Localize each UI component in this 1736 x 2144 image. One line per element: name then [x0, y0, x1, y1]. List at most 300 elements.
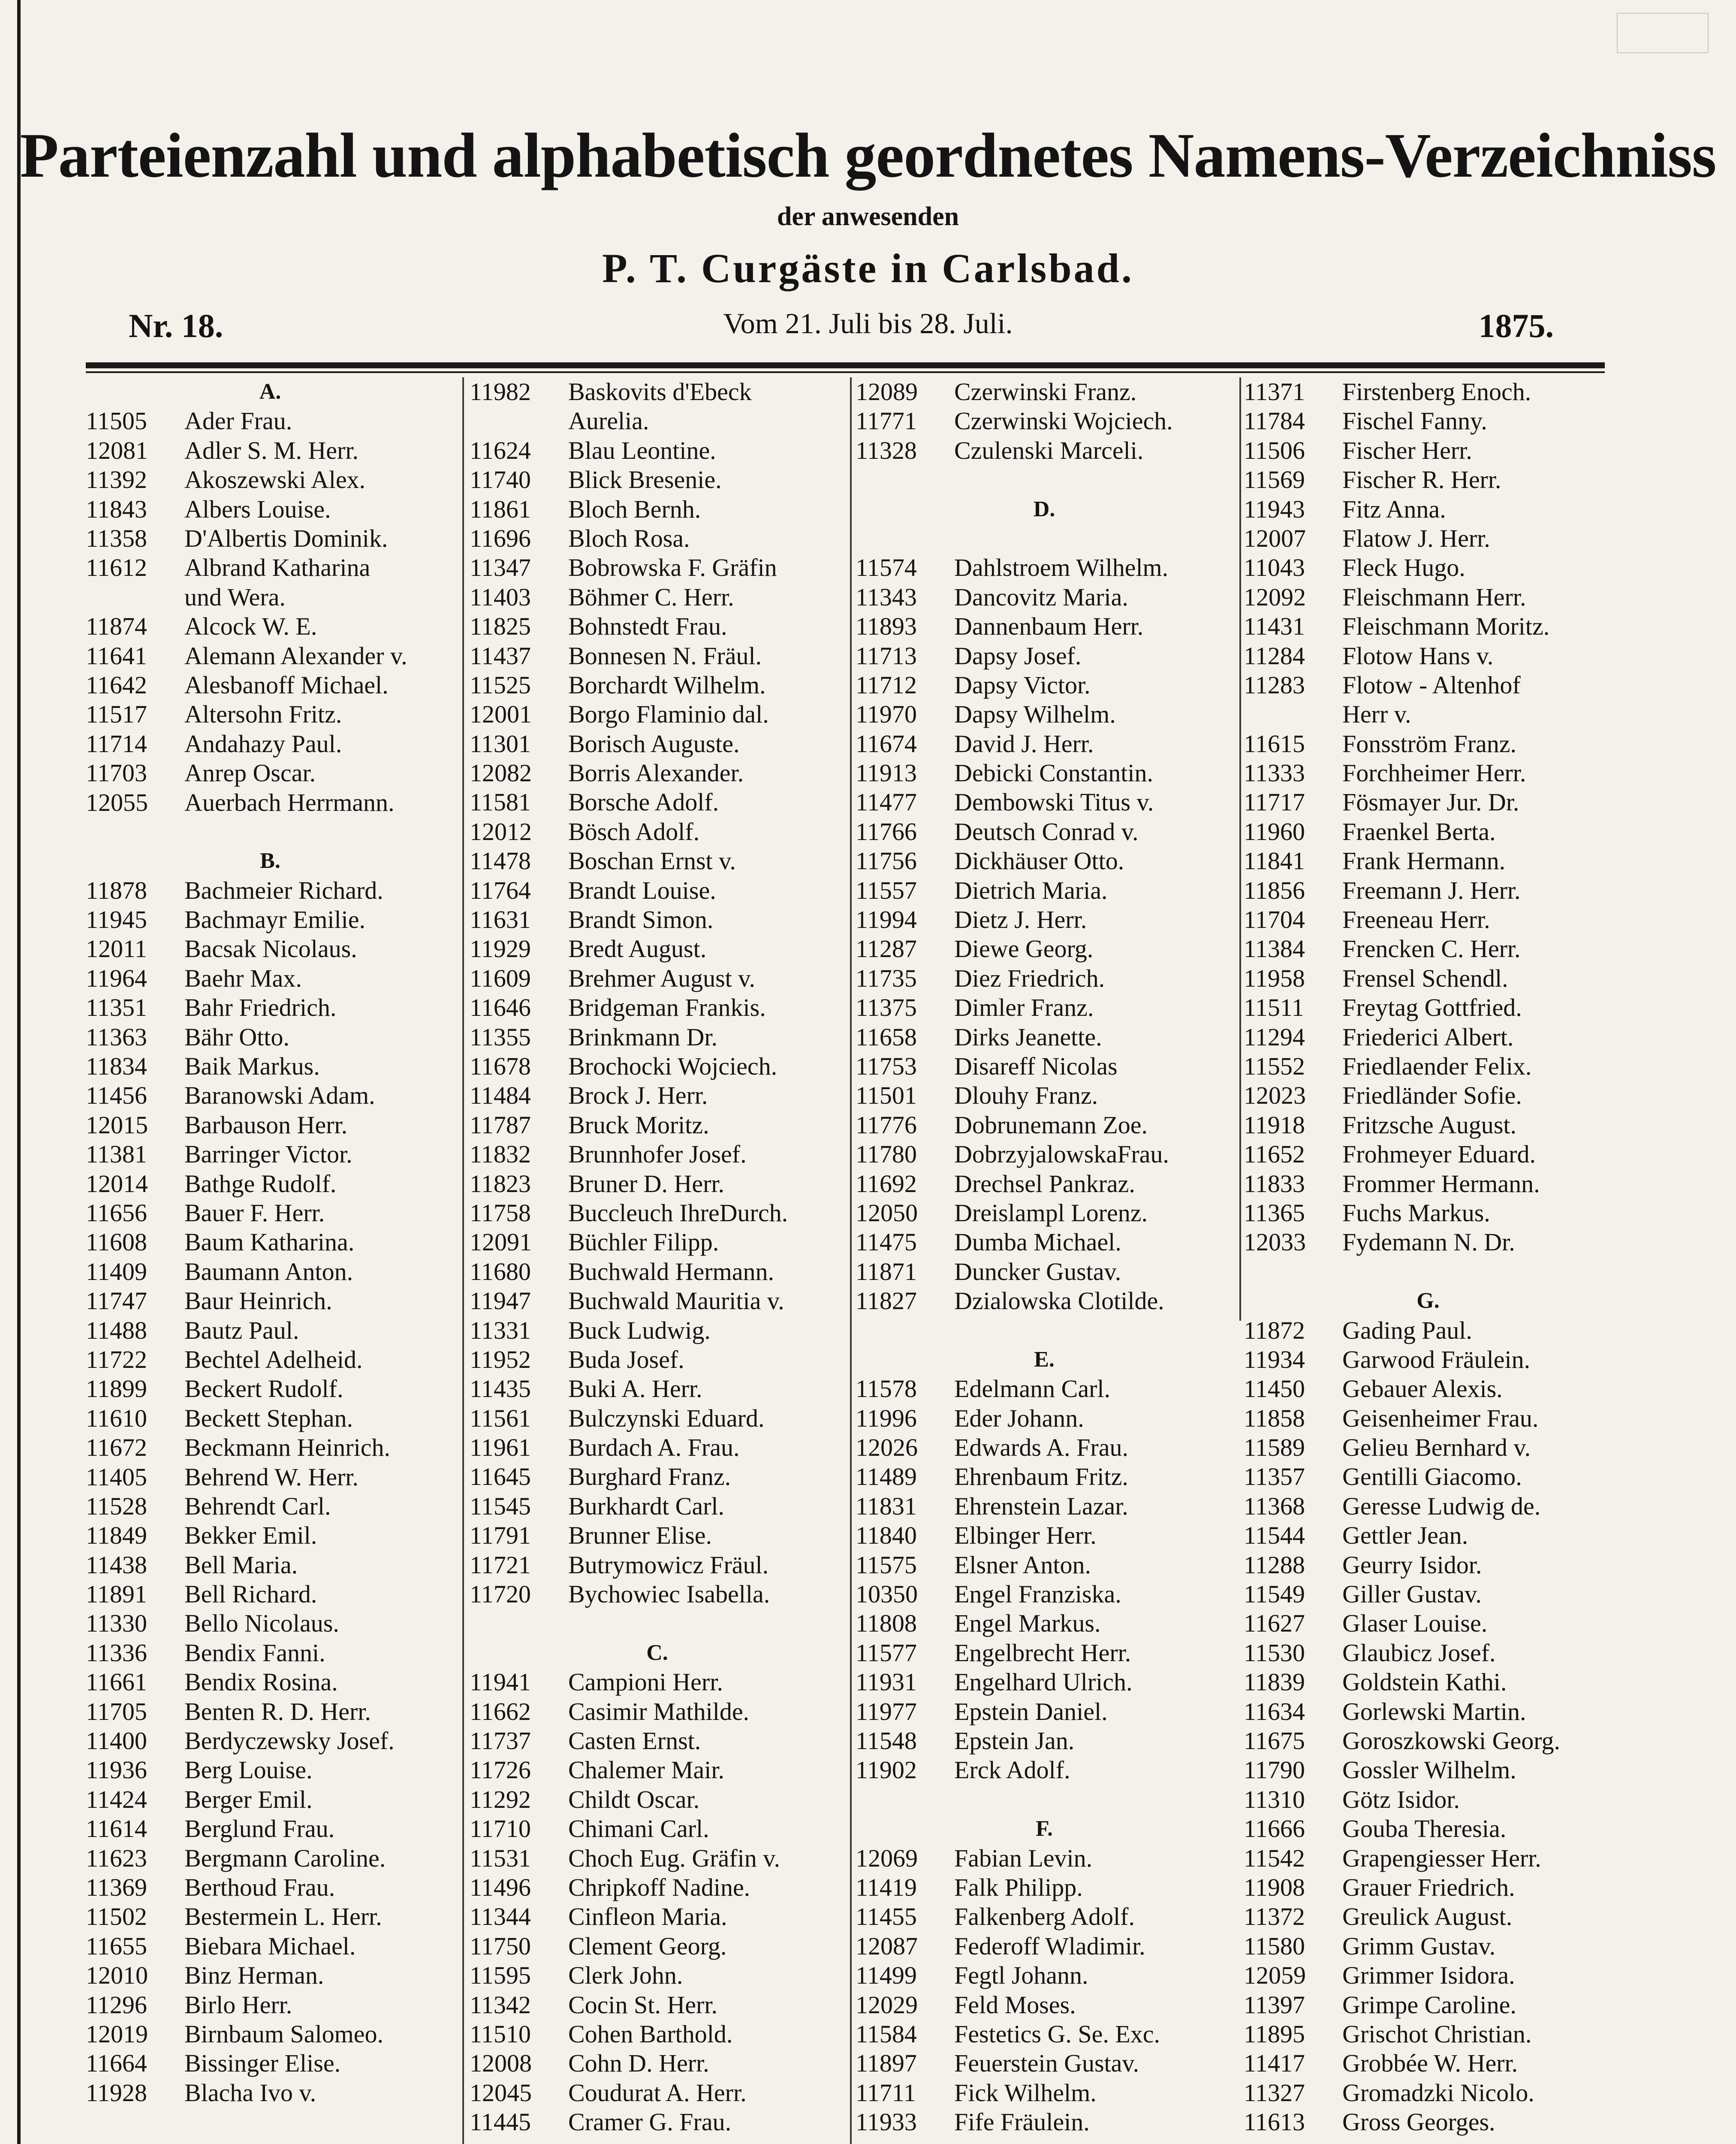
guest-name: Baur Heinrich. [184, 1287, 332, 1315]
guest-name: Ehrenstein Lazar. [954, 1492, 1128, 1520]
party-number: 11934 [1244, 1345, 1305, 1373]
guest-entry [1244, 641, 1612, 671]
guest-entry [856, 1228, 1233, 1257]
party-number: 11347 [470, 554, 531, 582]
party-number: 11791 [470, 1521, 531, 1550]
party-number: 11704 [1244, 906, 1305, 934]
guest-entry [470, 993, 845, 1022]
guest-entry [470, 1785, 845, 1814]
guest-name: Friedländer Sofie. [1342, 1081, 1522, 1110]
guest-name: Fegtl Johann. [954, 1961, 1088, 1990]
party-number: 11672 [86, 1433, 147, 1462]
party-number: 11371 [1244, 378, 1305, 406]
party-number: 12033 [1244, 1228, 1306, 1256]
guest-name: Albers Louise. [184, 495, 331, 523]
guest-entry [856, 671, 1233, 700]
guest-entry [856, 407, 1233, 436]
guest-name: Birlo Herr. [184, 1990, 292, 2019]
party-number: 11496 [470, 1873, 531, 1901]
guest-name: Buki A. Herr. [568, 1375, 702, 1403]
guest-name: Engelbrecht Herr. [954, 1638, 1131, 1667]
guest-entry [1244, 1169, 1612, 1198]
guest-name: Buchwald Mauritia v. [568, 1287, 784, 1315]
party-number: 11982 [470, 378, 531, 406]
guest-name: Glaubicz Josef. [1342, 1638, 1496, 1667]
guest-entry [856, 377, 1233, 407]
guest-entry [856, 788, 1233, 817]
guest-entry [470, 729, 845, 759]
guest-entry [86, 788, 455, 817]
guest-entry [1244, 876, 1612, 905]
guest-entry [86, 1873, 455, 1902]
party-number: 11445 [470, 2108, 531, 2136]
guest-entry [86, 1932, 455, 1961]
party-number: 11450 [1244, 1375, 1305, 1403]
section-spacer [856, 524, 1233, 553]
guest-entry [86, 1902, 455, 1931]
guest-entry [470, 1726, 845, 1756]
section-spacer [856, 1316, 1233, 1345]
guest-name: Dapsy Victor. [954, 671, 1091, 699]
party-number: 11431 [1244, 612, 1305, 641]
guest-entry [1244, 1228, 1612, 1257]
party-number: 11641 [86, 641, 147, 670]
party-number: 11283 [1244, 671, 1305, 699]
guest-name: Fife Fräulein. [954, 2108, 1090, 2136]
party-number: 11577 [856, 1638, 917, 1667]
guest-name: Bösch Adolf. [568, 817, 700, 846]
guest-entry [856, 1374, 1233, 1403]
guest-entry [86, 436, 455, 465]
guest-name: Flotow - Altenhof [1342, 671, 1521, 699]
guest-entry [470, 876, 845, 905]
guest-name: Bendix Rosina. [184, 1668, 338, 1696]
party-number: 11578 [856, 1375, 917, 1403]
guest-name: Chalemer Mair. [568, 1756, 725, 1784]
guest-entry [470, 524, 845, 553]
guest-entry [856, 1404, 1233, 1433]
guest-list-column-4 [1244, 377, 1612, 2137]
guest-name: Barringer Victor. [184, 1140, 353, 1168]
guest-name: Burkhardt Carl. [568, 1492, 725, 1520]
guest-entry [856, 1756, 1233, 1785]
guest-name: Grimmer Isidora. [1342, 1961, 1515, 1990]
guest-entry [856, 1551, 1233, 1580]
guest-name: Dickhäuser Otto. [954, 847, 1124, 875]
party-number: 12010 [86, 1961, 148, 1990]
column-divider-3 [1239, 377, 1241, 1321]
party-number: 11589 [1244, 1433, 1305, 1462]
guest-name: Dzialowska Clotilde. [954, 1287, 1164, 1315]
guest-entry [1244, 1638, 1612, 1668]
guest-name: Epstein Daniel. [954, 1697, 1108, 1725]
party-number: 11043 [1244, 554, 1305, 582]
guest-name: Gorlewski Martin. [1342, 1697, 1526, 1725]
guest-entry [1244, 964, 1612, 993]
guest-name: Bekker Emil. [184, 1521, 317, 1550]
party-number: 11776 [856, 1111, 917, 1139]
party-number: 11489 [856, 1463, 917, 1491]
guest-entry [470, 1697, 845, 1726]
guest-entry [856, 1521, 1233, 1550]
party-number: 11929 [470, 935, 531, 963]
party-number: 11908 [1244, 1873, 1305, 1901]
guest-name: Bruck Moritz. [568, 1111, 709, 1139]
guest-name: Epstein Jan. [954, 1727, 1075, 1755]
party-number: 11435 [470, 1375, 531, 1403]
guest-entry [1244, 1551, 1612, 1580]
guest-entry [1244, 2078, 1612, 2108]
guest-name: Frommer Hermann. [1342, 1169, 1540, 1198]
guest-name: David J. Herr. [954, 729, 1094, 758]
party-number: 11666 [1244, 1815, 1305, 1843]
guest-name: Brunner Elise. [568, 1521, 712, 1550]
guest-name: Glaser Louise. [1342, 1609, 1488, 1638]
party-number: 11612 [86, 554, 147, 582]
party-number: 11372 [1244, 1903, 1305, 1931]
guest-name: Bulczynski Eduard. [568, 1404, 765, 1432]
party-number: 11614 [86, 1815, 147, 1843]
guest-name: Dreislampl Lorenz. [954, 1198, 1148, 1227]
guest-name: Alemann Alexander v. [184, 641, 407, 670]
party-number: 11941 [470, 1668, 531, 1696]
party-number: 11392 [86, 466, 147, 494]
party-number: 12001 [470, 700, 532, 729]
guest-name: Childt Oscar. [568, 1785, 700, 1813]
guest-entry [470, 1668, 845, 1697]
party-number: 11897 [856, 2049, 917, 2078]
guest-entry [1244, 1023, 1612, 1052]
guest-name: Dahlstroem Wilhelm. [954, 554, 1169, 582]
party-number: 11721 [470, 1551, 531, 1579]
party-number: 11747 [86, 1287, 147, 1315]
guest-name: Choch Eug. Gräfin v. [568, 1844, 780, 1872]
guest-name: Bruner D. Herr. [568, 1169, 725, 1198]
guest-entry [856, 1697, 1233, 1726]
party-number: 11615 [1244, 729, 1305, 758]
party-number: 11893 [856, 612, 917, 641]
guest-name: Bobrowska F. Gräfin [568, 554, 777, 582]
guest-entry [470, 583, 845, 612]
page-subtitle: der anwesenden [777, 202, 959, 231]
party-number: 11608 [86, 1228, 147, 1256]
guest-entry [470, 964, 845, 993]
guest-name: Berthoud Frau. [184, 1873, 335, 1901]
guest-name: Casten Ernst. [568, 1727, 701, 1755]
guest-entry [856, 1902, 1233, 1931]
guest-entry [86, 876, 455, 905]
guest-name: Bahr Friedrich. [184, 994, 337, 1022]
guest-name: Fischer R. Herr. [1342, 466, 1501, 494]
guest-name: Edelmann Carl. [954, 1375, 1111, 1403]
guest-name: Dapsy Josef. [954, 641, 1082, 670]
guest-name: DobrzyjalowskaFrau. [954, 1140, 1169, 1168]
letter-heading: B. [260, 849, 280, 873]
party-number: 12012 [470, 817, 532, 846]
guest-entry [86, 1609, 455, 1638]
guest-name: Alcock W. E. [184, 612, 317, 641]
party-number: 11331 [470, 1316, 531, 1344]
guest-name: Cramer G. Frau. [568, 2108, 732, 2136]
guest-entry [86, 524, 455, 553]
guest-name: Giller Gustav. [1342, 1580, 1482, 1608]
party-number: 11675 [1244, 1727, 1305, 1755]
party-number: 11713 [856, 641, 917, 670]
guest-name: Fabian Levin. [954, 1844, 1093, 1872]
guest-entry [86, 700, 455, 729]
guest-name: Greulick August. [1342, 1903, 1513, 1931]
party-number: 11292 [470, 1785, 531, 1813]
guest-name: Borris Alexander. [568, 759, 744, 787]
guest-entry [1244, 1873, 1612, 1902]
guest-entry [1244, 1961, 1612, 1990]
party-number: 12082 [470, 759, 532, 787]
party-number: 11692 [856, 1169, 917, 1198]
guest-entry [86, 1228, 455, 1257]
guest-name: Albrand Katharina [184, 554, 371, 582]
guest-name: Brunnhofer Josef. [568, 1140, 747, 1168]
guest-entry [86, 729, 455, 759]
letter-heading: E. [1034, 1347, 1055, 1372]
guest-name: Frank Hermann. [1342, 847, 1506, 875]
party-number: 11834 [86, 1052, 147, 1081]
column-divider-1 [462, 377, 464, 2144]
party-number: 11933 [856, 2108, 917, 2136]
guest-name: Diez Friedrich. [954, 964, 1105, 992]
guest-entry [856, 1257, 1233, 1286]
party-number: 11705 [86, 1697, 147, 1725]
guest-entry [86, 1580, 455, 1609]
party-number: 12091 [470, 1228, 532, 1256]
guest-name: Grimpe Caroline. [1342, 1990, 1516, 2019]
guest-entry [470, 465, 845, 494]
guest-name: Fraenkel Berta. [1342, 817, 1496, 846]
guest-entry [470, 1404, 845, 1433]
guest-name: Dietz J. Herr. [954, 906, 1087, 934]
guest-name: Gossler Wilhelm. [1342, 1756, 1516, 1784]
guest-entry [1244, 2108, 1612, 2137]
party-number: 11945 [86, 906, 147, 934]
guest-name: Friederici Albert. [1342, 1023, 1514, 1051]
guest-name: Chripkoff Nadine. [568, 1873, 750, 1901]
party-number: 11296 [86, 1990, 147, 2019]
party-number: 11574 [856, 554, 917, 582]
party-number: 11970 [856, 700, 917, 729]
gothic-heading: P. T. Curgäste in Carlsbad. [602, 245, 1134, 291]
party-number: 11557 [856, 876, 917, 904]
guest-entry [86, 1785, 455, 1814]
party-number: 11542 [1244, 1844, 1305, 1872]
guest-entry [86, 671, 455, 700]
guest-entry [470, 436, 845, 465]
party-number: 12069 [856, 1844, 918, 1872]
party-number: 11294 [1244, 1023, 1305, 1051]
party-number: 11610 [86, 1404, 147, 1432]
guest-name: D'Albertis Dominik. [184, 524, 388, 552]
guest-name: Dlouhy Franz. [954, 1081, 1098, 1110]
party-number: 11646 [470, 994, 531, 1022]
guest-entry [1244, 934, 1612, 964]
guest-name: Geisenheimer Frau. [1342, 1404, 1539, 1432]
party-number: 11525 [470, 671, 531, 699]
party-number: 12045 [470, 2078, 532, 2107]
party-number: 11506 [1244, 436, 1305, 464]
guest-entry [1244, 1316, 1612, 1345]
guest-name: Fischer Herr. [1342, 436, 1472, 464]
guest-entry [86, 1169, 455, 1198]
guest-entry [856, 817, 1233, 846]
guest-entry [470, 1198, 845, 1228]
guest-name: Fischel Fanny. [1342, 407, 1487, 435]
guest-entry [856, 846, 1233, 876]
guest-entry [1244, 671, 1612, 700]
guest-name: Fritzsche August. [1342, 1111, 1516, 1139]
guest-name: Engelhard Ulrich. [954, 1668, 1133, 1696]
guest-entry [1244, 1726, 1612, 1756]
guest-name: Bychowiec Isabella. [568, 1580, 770, 1608]
guest-entry [1244, 1052, 1612, 1081]
party-number: 11344 [470, 1903, 531, 1931]
guest-name: Blau Leontine. [568, 436, 716, 464]
party-number: 11839 [1244, 1668, 1305, 1696]
guest-name: Benten R. D. Herr. [184, 1697, 371, 1725]
party-number: 11661 [86, 1668, 147, 1696]
guest-name: Ader Frau. [184, 407, 292, 435]
guest-entry [1244, 905, 1612, 934]
party-number: 11711 [856, 2078, 916, 2107]
party-number: 11947 [470, 1287, 531, 1315]
guest-name: Brandt Simon. [568, 906, 714, 934]
guest-name: Forchheimer Herr. [1342, 759, 1526, 787]
guest-entry [856, 1198, 1233, 1228]
party-number: 11841 [1244, 847, 1305, 875]
guest-entry [86, 964, 455, 993]
guest-name: Beckert Rudolf. [184, 1375, 344, 1403]
party-number: 11840 [856, 1521, 917, 1550]
guest-name: Brock J. Herr. [568, 1081, 708, 1110]
party-number: 11510 [470, 2020, 531, 2048]
guest-name: Duncker Gustav. [954, 1257, 1121, 1286]
guest-name: Berdyczewsky Josef. [184, 1727, 395, 1755]
section-spacer [86, 817, 455, 846]
guest-entry [470, 1932, 845, 1961]
guest-name: Grobbée W. Herr. [1342, 2049, 1518, 2078]
guest-entry [86, 1081, 455, 1110]
guest-name: Dimler Franz. [954, 994, 1094, 1022]
guest-name: Debicki Constantin. [954, 759, 1153, 787]
guest-name: Bonnesen N. Fräul. [568, 641, 762, 670]
guest-entry [1244, 553, 1612, 582]
party-number: 11310 [1244, 1785, 1305, 1813]
section-spacer [470, 1609, 845, 1638]
guest-entry [856, 641, 1233, 671]
party-number: 11740 [470, 466, 531, 494]
guest-entry [1244, 1462, 1612, 1491]
guest-entry [856, 436, 1233, 465]
party-number: 11735 [856, 964, 917, 992]
party-number: 11437 [470, 641, 531, 670]
party-number: 11488 [86, 1316, 147, 1344]
party-number: 11505 [86, 407, 147, 435]
party-number: 11696 [470, 524, 531, 552]
party-number: 11343 [856, 583, 917, 611]
guest-entry [856, 2020, 1233, 2049]
guest-entry [470, 1756, 845, 1785]
guest-entry [1244, 788, 1612, 817]
guest-name: Blacha Ivo v. [184, 2078, 316, 2107]
guest-entry [470, 1551, 845, 1580]
party-number: 11357 [1244, 1463, 1305, 1491]
guest-name: Grischot Christian. [1342, 2020, 1532, 2048]
party-number: 11960 [1244, 817, 1305, 846]
guest-entry [856, 700, 1233, 729]
party-number: 11288 [1244, 1551, 1305, 1579]
guest-name: Boschan Ernst v. [568, 847, 736, 875]
guest-entry [470, 1081, 845, 1110]
party-number: 11624 [470, 436, 531, 464]
guest-entry [470, 2049, 845, 2078]
party-number: 11832 [470, 1140, 531, 1168]
guest-name: Baumann Anton. [184, 1257, 353, 1286]
party-number: 11545 [470, 1492, 531, 1520]
guest-name: Flotow Hans v. [1342, 641, 1494, 670]
guest-entry [856, 2078, 1233, 2108]
guest-name: Freytag Gottfried. [1342, 994, 1522, 1022]
guest-name: Baranowski Adam. [184, 1081, 375, 1110]
guest-name: Bathge Rudolf. [184, 1169, 337, 1198]
guest-entry [86, 553, 455, 582]
guest-entry [470, 377, 845, 407]
guest-name: Flatow J. Herr. [1342, 524, 1490, 552]
guest-name: Götz Isidor. [1342, 1785, 1460, 1813]
issue-year: 1875. [1478, 307, 1554, 344]
party-number: 12055 [86, 788, 148, 816]
guest-entry [856, 1638, 1233, 1668]
guest-entry [470, 671, 845, 700]
guest-entry [86, 1257, 455, 1286]
guest-entry [856, 876, 1233, 905]
guest-name: Brinkmann Dr. [568, 1023, 717, 1051]
party-number: 11664 [86, 2049, 147, 2078]
party-number: 11438 [86, 1551, 147, 1579]
letter-heading: D. [1033, 497, 1055, 521]
guest-name: Bell Richard. [184, 1580, 317, 1608]
guest-entry [470, 1873, 845, 1902]
guest-name: Bello Nicolaus. [184, 1609, 339, 1638]
guest-entry [1244, 1198, 1612, 1228]
party-number: 11856 [1244, 876, 1305, 904]
guest-name: Dapsy Wilhelm. [954, 700, 1116, 729]
party-number: 11409 [86, 1257, 147, 1286]
guest-name: Bachmeier Richard. [184, 876, 383, 904]
guest-entry [1244, 524, 1612, 553]
party-number: 11658 [856, 1023, 917, 1051]
guest-entry [856, 1668, 1233, 1697]
party-number: 12023 [1244, 1081, 1306, 1110]
guest-entry [86, 495, 455, 524]
party-number: 11403 [470, 583, 531, 611]
guest-name: Birnbaum Salomeo. [184, 2020, 383, 2048]
party-number: 12029 [856, 1990, 918, 2019]
party-number: 11456 [86, 1081, 147, 1110]
party-number: 11996 [856, 1404, 917, 1432]
guest-name: Dancovitz Maria. [954, 583, 1128, 611]
party-number: 11831 [856, 1492, 917, 1520]
party-number: 11580 [1244, 1932, 1305, 1960]
guest-entry [86, 1961, 455, 1990]
party-number: 11717 [1244, 788, 1305, 816]
guest-entry [86, 1492, 455, 1521]
